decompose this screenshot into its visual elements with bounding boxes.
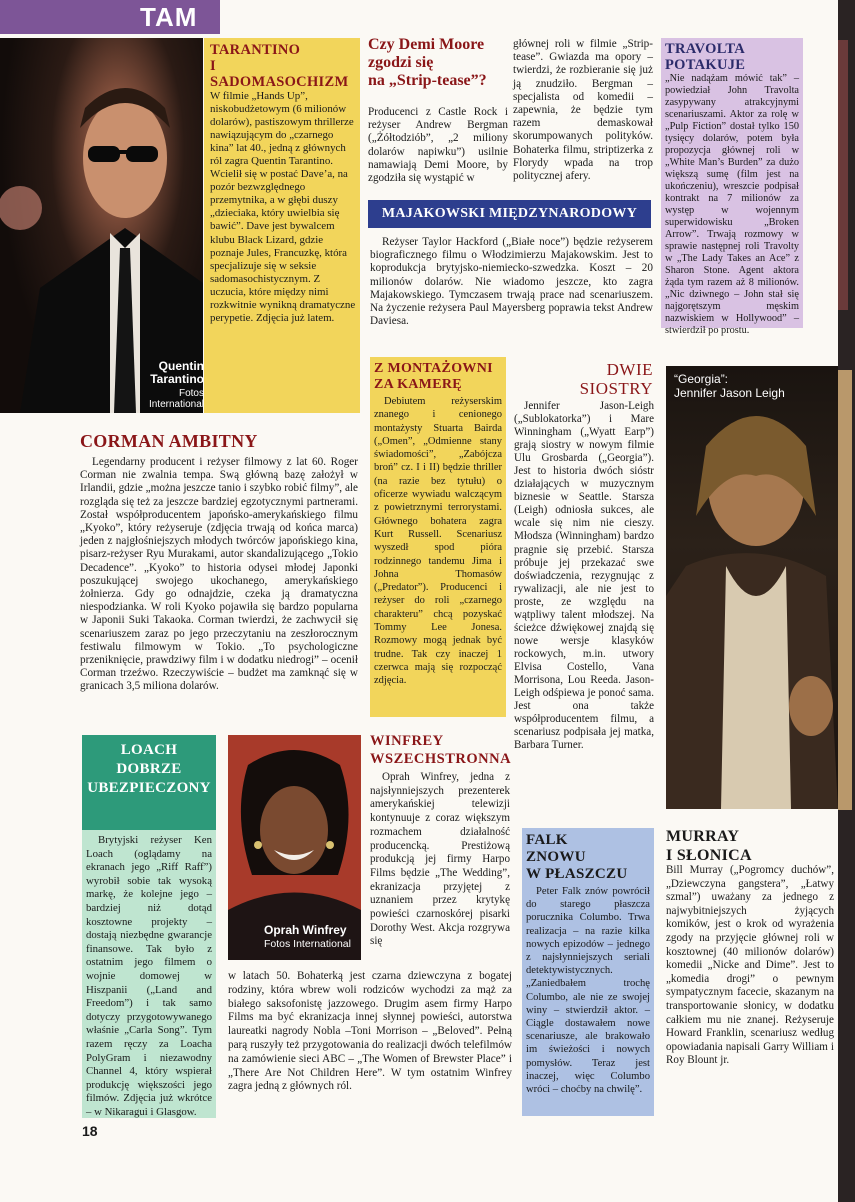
tarantino-credit-2: International: [148, 399, 204, 410]
travolta-title: [665, 41, 799, 73]
tarantino-credit-1: Fotos: [178, 388, 204, 399]
demi-title-2: zgodzi się: [368, 54, 434, 71]
falk-body: Peter Falk znów powrócił do starego płaszcza porucznika Columbo. Trwa realizacja – na razie kilka nowych epizodów – jednego z najsłynniejszych seriali detektywistycznych. „Zaniedbałem trochę Columbo, ale nie ze swojej winy – stwierdził aktor. – Ciągle dostawałem nowe scenariusze, ale brakowało im świeżości i nowych pomysłów. Teraz jest inaczej, więc Columbo wróci – choćby na chwilę”.: [526, 886, 650, 1096]
tarantino-body: W filmie „Hands Up”, niskobudżetowym (6 milionów dolarów), pastiszowym thrillerze nawiązującym do „czarnego kina” lat 40., jedną z głównych ról zagra Quentin Tarantino. Wcielił się w postać Dave’a, na pozór bezwzględnego przemytnika, a w głębi duszy „dzieciaka, który uwielbia się bawić”. Dave jest bywalcem klubu Black Lizard, gdzie poznaje Jules, Francuzkę, która specjalizuje się w seksie sadomasochistycznym. Z uczucia, które między nimi rozkwitnie wynikną dramatyczne perypetie. Zdjęcia już latem.: [210, 90, 356, 324]
falk-title: [526, 832, 650, 883]
demi-title: [368, 36, 508, 90]
murray-body: Bill Murray („Pogromcy duchów”, „Dziewczyna gangstera”, „Łatwy szmal”) uważany za jednego z najwybitniejszych żyjących komików, jest o krok od wyrażenia zgody na przyjęcie głównej roli w kosztownej (40 milionów dolarów) komedii „Nicke and Dime”. Jest to „komedia drogi” o pewnym sympatycznym facecie, skazanym na transportowanie słonicy, w dodatku całkiem mu nie znanej. Reżyseruje Howard Franklin, scenariusz według opowiadania napisali Garry William i Roy Blount jr.: [666, 864, 834, 1067]
montazownia-title-1: Z MONTAŻOWNI: [374, 361, 493, 376]
siostry-title-1: DWIE: [606, 360, 653, 379]
tarantino-caption-name-1: Quentin: [158, 359, 204, 373]
tarantino-photo-credit: [110, 388, 204, 410]
tarantino-title-2: I SADOMASOCHIZM: [210, 58, 349, 90]
demi-body-col1: Producenci z Castle Rock i reżyser Andrew Bergman („Żółtodziób”, „2 miliony dolarów napiwku”) usilnie namawiają Demi Moore, by zgodziła się wystąpić w: [368, 106, 508, 185]
corman-title: CORMAN AMBITNY: [80, 431, 258, 451]
travolta-body: „Nie nadążam mówić tak” – powiedział John Travolta zasypywany atrakcyjnymi scenariuszami. Aktor za rolę w „Pulp Fiction” dostał tylko 150 tysięcy dolarów, potem była propozycja głównej roli w „White Man’s Burden” za dużo większą sumę (film jest na ukończeniu), wreszcie podpisał kontrakt na 7 milionów za występ w wojennym superwidowisku „Broken Arrow”. Trwają rozmowy w sprawie następnej roli Travolty w „The Lady Takes an Ace” z Sharon Stone. Agent aktora żąda tym razem aż 8 milionów. „Nic dziwnego – John stał się najgorętszym męskim nazwiskiem w Hollywood” – stwierdził po prostu.: [665, 73, 799, 336]
loach-title-2: DOBRZE: [116, 761, 182, 777]
winfrey-title-2: WSZECHSTRONNA: [370, 751, 512, 767]
loach-body: Brytyjski reżyser Ken Loach (oglądamy na ekranach jego „Riff Raff”) wyrobił sobie tak wysoką markę, że kolejne jego – bardziej niż dotąd kosztowne projekty – dostają niezbędne gwarancje finansowe. Tak było z ostatnim jego filmem o wojnie domowej w Hiszpanii („Land and Freedom”) i tak samo dotyczy przygotowywanego właśnie „Carla Song”. Tym razem ręczy za Loacha PolyGram i niezawodny Channel 4, który wspierał produkcję większości jego filmów. Zdjęcia już wkrótce – w Nikaragui i Glasgow.: [86, 834, 212, 1118]
demi-title-1: Czy Demi Moore: [368, 36, 485, 53]
winfrey-body-bottom: w latach 50. Bohaterką jest czarna dziewczyna z bogatej rodziny, która wbrew woli rodziców wychodzi za mąż za białego saksofonistę jazzowego. Drugim asem firmy Harpo Films ma być ekranizacja innej słynnej powieści, autorstwa laureatki nagrody Nobla –Toni Morrison – „Beloved”. Pełną parą ruszyły też przygotowania do realizacji dwóch telefilmów na zamówienie sieci ABC – „The Women of Brewster Place” i „There Are Not Children Here”. W tym ostatnim Winfrey zagra jedną z głównych ról.: [228, 970, 512, 1093]
winfrey-body-top: Oprah Winfrey, jedna z najsłynniejszych prezenterek amerykańskiej telewizji kontynuuje z coraz większym rozmachem działalność producencką. Prestiżową produkcją jej firmy Harpo Films będzie „The Wedding”, ekranizacja przyjętej z uznaniem przez krytykę powieści czarnoskórej pisarki Dorothy West. Akcja rozgrywa się: [370, 771, 510, 948]
georgia-caption-2: Jennifer Jason Leigh: [674, 386, 785, 400]
tarantino-caption-name-2: Tarantino: [150, 372, 204, 386]
oprah-photo-credit: Fotos International: [264, 938, 351, 950]
falk-box: [522, 828, 654, 1116]
tarantino-photo-art: [0, 38, 203, 413]
falk-title-3: W PŁASZCZU: [526, 866, 628, 882]
oprah-photo-caption: Oprah Winfrey: [264, 923, 347, 937]
siostry-body: Jennifer Jason-Leigh („Sublokatorka”) i Mare Winningham („Wyatt Earp”) grają siostry w nowym filmie Ulu Grosbarda („Georgia”). Jest to historia dwóch sióstr działających w muzycznym biznesie w Seattle. Starsza (Leigh) odniosła sukces, ale wcale się nim nie cieszy. Młodsza (Winningham) bardzo pragnie się przebić. Starsza próbuje jej przekazać swe doświadczenia, rezygnując z rywalizacji, ale nie jest to proste, ze względu na wątpliwy talent młodszej. Na ścieżce dźwiękowej znajdą się nowe wersje klasyków rockowych, m.in. utwory Elvisa Costello, Vana Morrisona, Lou Reeda. Jason-Leigh odśpiewa je ponoć sama. Jest ona także współproducentem filmu, a scenariusz podpisała jej matka, Barbara Turner.: [514, 400, 654, 752]
right-page-edge-highlight: [838, 40, 848, 310]
page-number: 18: [82, 1123, 98, 1139]
loach-title-1: LOACH: [120, 742, 178, 758]
corman-body: Legendarny producent i reżyser filmowy z lat 60. Roger Corman nie zwalnia tempa. Swą główną bazę założył w Irlandii, gdzie „można jeszcze tanio i szybko robić filmy”, ale rozgląda się też za jeszcze bardziej egzotycznymi partnerami. Został współproducentem japońsko-amerykańskiego filmu „Kyoko”, który reżyseruje (zdjęcia trwają od końca marca) jeden z najgłośniejszych młodych twórców japońskiego kina, pisarz-reżyser Ryu Murakami, autor skandalizującego „Tokio Decadence”. „Kyoko” to historia odysei młodej Japonki poszukującej swojego ukochanego, amerykańskiego żołnierza. Gdy go odnajdzie, czeka ją dramatyczna niespodzianka. W roli Kyoko pojawiła się bardzo popularna w Japonii Suki Takaoka. Corman twierdzi, że zachwycił się scenariuszem zaraz po jego przeczytaniu na zeszłorocznym festiwalu filmowym w Tokio. „To psychologiczne przeniknięcie, prawdziwy film i w dodatku niedrogi” – ocenił Corman trzeźwo. Rzeczywiście – budżet ma zamknąć się w granicach 3,5 miliona dolarów.: [80, 456, 358, 693]
winfrey-title-1: WINFREY: [370, 733, 444, 749]
tarantino-photo: [0, 38, 203, 413]
siostry-title: [513, 360, 653, 398]
murray-title: [666, 827, 836, 865]
tarantino-title-1: TARANTINO: [210, 42, 301, 58]
loach-title-bar: [82, 735, 216, 830]
demi-title-3: na „Strip-tease”?: [368, 72, 487, 89]
loach-title-3: UBEZPIECZONY: [87, 780, 211, 796]
travolta-title-1: TRAVOLTA: [665, 41, 746, 57]
montazownia-title: [374, 361, 502, 393]
murray-title-2: I SŁONICA: [666, 847, 752, 864]
tarantino-box: [204, 38, 360, 413]
winfrey-title: [370, 732, 510, 768]
tarantino-photo-caption: [110, 360, 204, 386]
siostry-title-2: SIOSTRY: [579, 379, 653, 398]
georgia-photo: [666, 366, 838, 809]
georgia-photo-caption: [674, 372, 834, 400]
majakowski-title: MAJAKOWSKI MIĘDZYNARODOWY: [381, 206, 638, 221]
demi-body-col2: głównej roli w filmie „Strip-tease”. Gwiazda ma opory – twierdzi, że rozbieranie się już ją znudziło. Bergman – specjalista od komedii – zapewnia, że będzie tym razem demaskował skorumpowanych polityków. Bohaterka filmu, striptizerka z Florydy wpada na trop politycznej afery.: [513, 38, 653, 183]
majakowski-body: Reżyser Taylor Hackford („Białe noce”) będzie reżyserem biograficznego filmu o Włodzimierzu Majakowskim. Jest to koprodukcja brytyjsko-niemiecko-szwedzka. Koszt – 20 milionów dolarów. Nie wiadomo jeszcze, kto zagra Majakowskiego. Tymczasem trwają prace nad scenariuszem. Na życzenie reżysera Paul Mayersberg poprawia tekst Andrew Daviesa.: [370, 236, 653, 328]
montazownia-title-2: ZA KAMERĘ: [374, 377, 462, 392]
section-header-label: TAM: [140, 2, 198, 32]
tarantino-title: [210, 42, 356, 90]
murray-title-1: MURRAY: [666, 828, 740, 845]
loach-title: [82, 741, 216, 798]
georgia-caption-1: “Georgia”:: [674, 372, 729, 386]
georgia-photo-art: [666, 366, 838, 809]
montazownia-box: [370, 357, 506, 717]
falk-title-1: FALK: [526, 832, 568, 848]
montazownia-body: Debiutem reżyserskim znanego i cenionego montażysty Stuarta Bairda („Omen”, „Odmienne stany świadomości”, „Zabójcza broń” cz. I i II) będzie thriller (na razie bez tytułu) o oficerze wywiadu walczącym z powietrznymi terrorystami. Głównego bohatera zagra Kurt Russell. Scenariusz wyszedł spod pióra rodzinnego tandemu Jima i Johna Thomasów („Predator”). Producenci i reżyser do roli „czarnego charakteru” chcą pozyskać Tommy Lee Jonesa. Rozmowy mogą jednak być trudne. Tak czy inaczej 1 czerwca mają się rozpocząć zdjęcia.: [374, 396, 502, 687]
falk-title-2: ZNOWU: [526, 849, 586, 865]
travolta-title-2: POTAKUJE: [665, 57, 746, 73]
right-page-edge-bottom: [838, 370, 852, 810]
travolta-box: [661, 38, 803, 336]
